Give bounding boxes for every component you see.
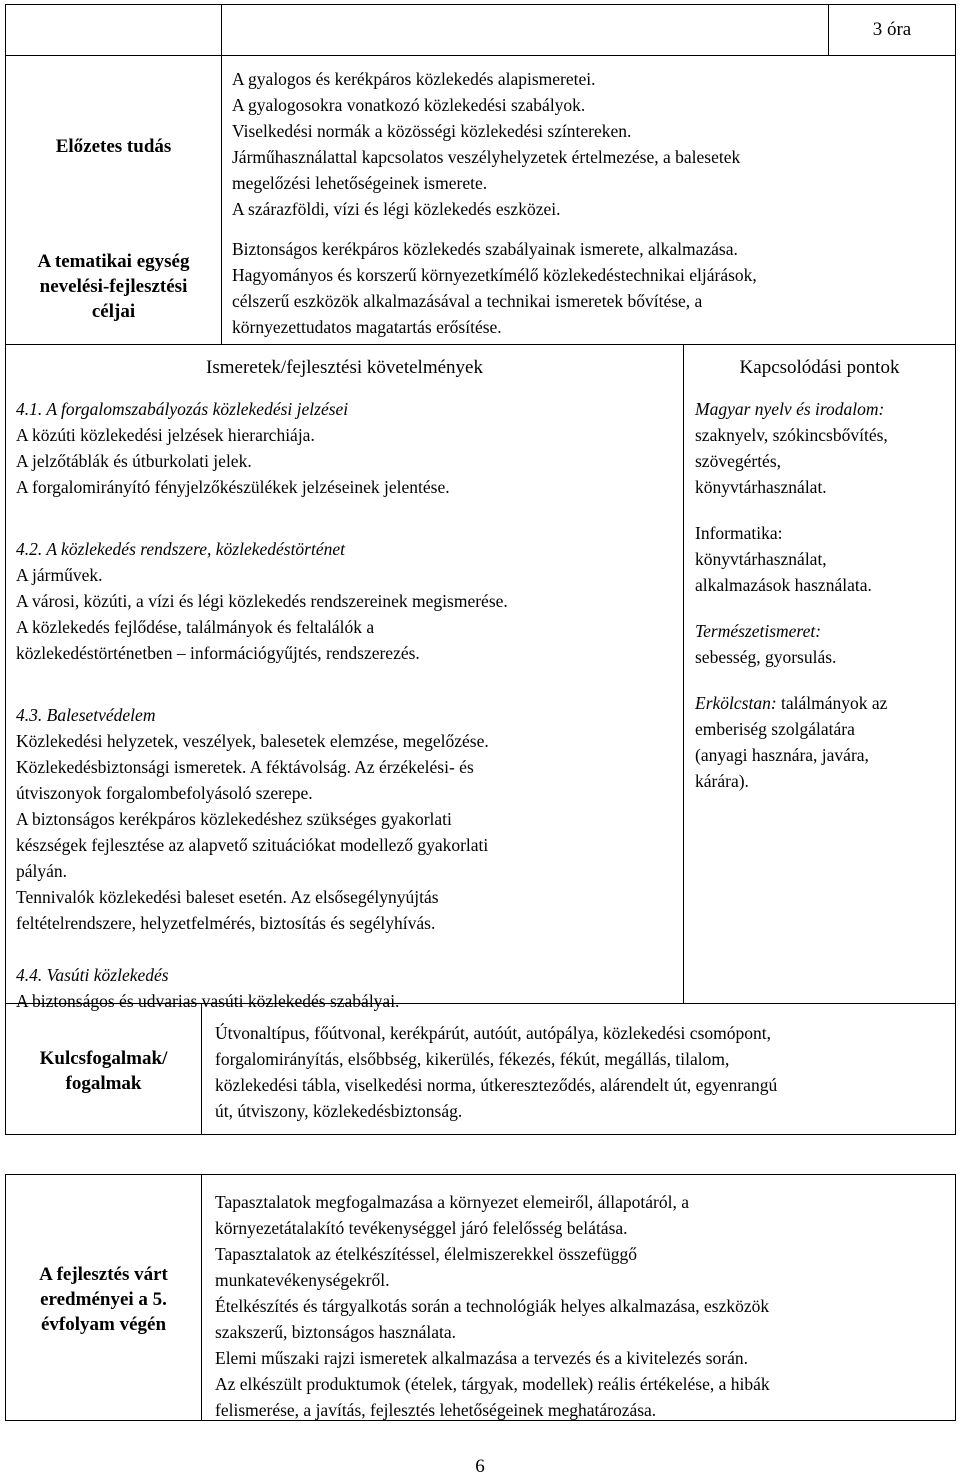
prior-knowledge-line: A szárazföldi, vízi és légi közlekedés eszközei.	[232, 199, 561, 219]
outcomes-line: munkatevékenységekről.	[215, 1270, 390, 1290]
prior-knowledge-line: A gyalogosokra vonatkozó közlekedési szabályok.	[232, 95, 586, 115]
goals-line: Biztonságos kerékpáros közlekedés szabályainak ismerete, alkalmazása.	[232, 239, 738, 259]
goals-content	[232, 236, 757, 340]
connection-group: Természetismeret: sebesség, gyorsulás.	[695, 621, 837, 667]
section-line: A közlekedés fejlődése, találmányok és feltalálók a	[16, 617, 375, 637]
goals-line: Hagyományos és korszerű környezetkímélő közlekedéstechnikai eljárások,	[232, 265, 757, 285]
section-line: feltételrendszere, helyzetfelmérés, biztosítás és segélyhívás.	[16, 913, 436, 933]
section-4-2	[16, 536, 508, 666]
outcomes-line: környezetátalakító tevékenységgel járó felelősség belátása.	[215, 1218, 628, 1238]
hours-badge	[829, 4, 955, 55]
section-title: 4.3. Balesetvédelem	[16, 705, 156, 725]
requirements-header: Ismeretek/fejlesztési követelmények	[206, 357, 483, 378]
section-line: A biztonságos kerékpáros közlekedéshez szükséges gyakorlati	[16, 809, 452, 829]
page-number: 6	[475, 1456, 485, 1477]
requirements-content	[16, 396, 508, 1014]
connection-group: Magyar nyelv és irodalom: szaknyelv, szókincsbővítés, szövegértés, könyvtárhasználat.	[695, 399, 888, 497]
goals-label: A tematikai egység nevelési-fejlesztési céljai	[37, 251, 190, 322]
key-concepts-content	[215, 1020, 777, 1124]
key-concepts-line: forgalomirányítás, elsőbbség, kikerülés, fékezés, fékút, megállás, tilalom,	[215, 1049, 730, 1069]
section-4-3	[16, 702, 508, 936]
outcomes-line: felismerése, a javítás, fejlesztés lehetőségeinek meghatározása.	[215, 1400, 657, 1420]
section-line: A forgalomirányító fényjelzőkészülékek jelzéseinek jelentése.	[16, 477, 450, 497]
section-4-4	[16, 962, 508, 1014]
section-4-1	[16, 396, 508, 500]
prior-knowledge-line: Viselkedési normák a közösségi közlekedési színtereken.	[232, 121, 632, 141]
section-line: A járművek.	[16, 565, 103, 585]
outcomes-line: szakszerű, biztonságos használata.	[215, 1322, 457, 1342]
key-concepts-line: út, útviszony, közlekedésbiztonság.	[215, 1101, 463, 1121]
section-line: közlekedéstörténetben – információgyűjtés, rendszerezés.	[16, 643, 420, 663]
section-line: A biztonságos és udvarias vasúti közlekedés szabályai.	[16, 991, 400, 1011]
section-line: Tennivalók közlekedési baleset esetén. Az elsősegélynyújtás	[16, 887, 439, 907]
section-title: 4.1. A forgalomszabályozás közlekedési jelzései	[16, 399, 349, 419]
key-concepts-line: közlekedési tábla, viselkedési norma, útkereszteződés, alárendelt út, egyenrangú	[215, 1075, 778, 1095]
prior-knowledge-line: megelőzési lehetőségeinek ismerete.	[232, 173, 488, 193]
section-line: Közlekedési helyzetek, veszélyek, balesetek elemzése, megelőzése.	[16, 731, 489, 751]
connections-content	[695, 396, 888, 794]
outcomes-content	[215, 1189, 770, 1423]
goals-line: környezettudatos magatartás erősítése.	[232, 317, 502, 337]
prior-knowledge-content	[232, 66, 740, 222]
section-line: A városi, közúti, a vízi és légi közlekedés rendszereinek megismerése.	[16, 591, 508, 611]
prior-knowledge-line: Járműhasználattal kapcsolatos veszélyhelyzetek értelmezése, a balesetek	[232, 147, 741, 167]
section-line: útviszonyok forgalombefolyásoló szerepe.	[16, 783, 313, 803]
outcomes-label: A fejlesztés várt eredményei a 5. évfolyam végén	[39, 1264, 168, 1335]
section-line: Közlekedésbiztonsági ismeretek. A féktávolság. Az érzékelési- és	[16, 757, 474, 777]
section-line: A közúti közlekedési jelzések hierarchiája.	[16, 425, 315, 445]
goals-line: célszerű eszközök alkalmazásával a technikai ismeretek bővítése, a	[232, 291, 703, 311]
key-concepts-line: Útvonaltípus, főútvonal, kerékpárút, autóút, autópálya, közlekedési csomópont,	[215, 1023, 771, 1043]
outcomes-line: Tapasztalatok az ételkészítéssel, élelmiszerekkel összefüggő	[215, 1244, 637, 1264]
connection-group: Erkölcstan: találmányok az emberiség szolgálatára (anyagi hasznára, javára, kárára).	[695, 693, 888, 791]
outcomes-line: Az elkészült produktumok (ételek, tárgyak, modellek) reális értékelése, a hibák	[215, 1374, 770, 1394]
outcomes-line: Ételkészítés és tárgyalkotás során a technológiák helyes alkalmazása, eszközök	[215, 1296, 770, 1316]
prior-knowledge-line: A gyalogos és kerékpáros közlekedés alapismeretei.	[232, 69, 596, 89]
outcomes-line: Elemi műszaki rajzi ismeretek alkalmazása a tervezés és a kivitelezés során.	[215, 1348, 749, 1368]
outcomes-line: Tapasztalatok megfogalmazása a környezet elemeiről, állapotáról, a	[215, 1192, 689, 1212]
section-line: készségek fejlesztése az alapvető szituációkat modellező gyakorlati	[16, 835, 489, 855]
prior-knowledge-label: Előzetes tudás	[55, 136, 172, 157]
connection-group: Informatika: könyvtárhasználat, alkalmazások használata.	[695, 523, 872, 595]
hours-text: 3 óra	[872, 18, 912, 40]
connections-header: Kapcsolódási pontok	[739, 357, 900, 378]
section-line: pályán.	[16, 861, 68, 881]
section-title: 4.2. A közlekedés rendszere, közlekedéstörténet	[16, 539, 346, 559]
section-line: A jelzőtáblák és útburkolati jelek.	[16, 451, 252, 471]
section-title: 4.4. Vasúti közlekedés	[16, 965, 169, 985]
key-concepts-label: Kulcsfogalmak/ fogalmak	[39, 1048, 168, 1094]
